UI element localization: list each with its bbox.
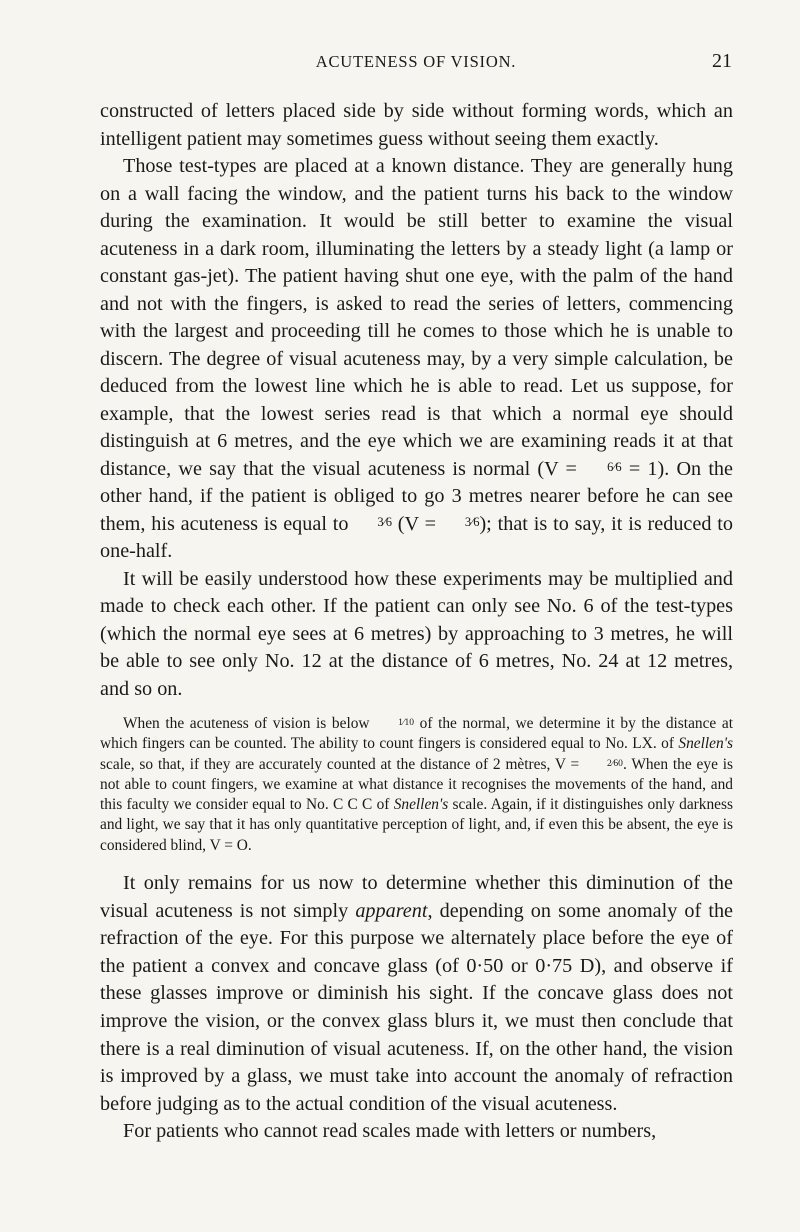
italic-text: Snellen's <box>393 796 449 814</box>
main-text-continued <box>100 870 733 1146</box>
fraction: 3⁄6 <box>377 514 392 529</box>
text-run: It only remains for us now to determine whether this diminution of the visual acuteness is not simply <box>100 872 733 922</box>
text-run: ); that is to say, it is reduced to one-half. <box>100 512 733 562</box>
text-run: , depending on some anomaly of the refraction of the eye. For this purpose we alternately place before the eye of the patient a convex and concave glass (of 0·50 or 0·75 D), and observe if these glasses improve or diminish his sight. If the concave glass does not improve the vision, or the convex glass blurs it, we must then conclude that there is a real diminution of visual acuteness. If, on the other hand, the vision is improved by a glass, we must take into account the anomaly of refraction before judging as to the actual condition of the visual acuteness. <box>100 899 734 1115</box>
page-body <box>100 98 733 1146</box>
italic-text: apparent <box>355 899 428 922</box>
footnote-block <box>100 714 733 856</box>
paragraph: For patients who cannot read scales made with letters or numbers, <box>123 1120 657 1143</box>
main-text <box>100 98 733 703</box>
paragraph: It will be easily understood how these experiments may be multiplied and made to check each other. If the patient can only see No. 6 of the test-types (which the normal eye sees at 6 metres) by approaching to 3 metres, he will be able to see only No. 12 at the distance of 6 metres, No. 24 at 12 metres, and so on. <box>100 567 733 700</box>
text-run: of the normal, we determine it by the distance at which fingers can be counted. The ability to count fingers is considered equal to No. LX. of <box>100 715 733 753</box>
italic-text: Snellen's <box>678 735 733 753</box>
text-run: . When the eye is not able to count fingers, we examine at what distance it recognises the movements of the hand, and this faculty we consider equal to No. C C C of <box>100 755 733 814</box>
fraction: 6⁄6 <box>607 459 622 474</box>
text-run: scale, so that, if they are accurately counted at the distance of 2 mètres, V = <box>100 755 585 773</box>
text-run: (V = <box>391 512 442 535</box>
paragraph <box>100 870 733 1118</box>
fraction: 3⁄6 <box>464 514 480 529</box>
page-number: 21 <box>712 50 732 72</box>
page-header <box>100 52 732 76</box>
paragraph: constructed of letters placed side by side without forming words, which an intelligent patient may sometimes guess without seeing them exactly. <box>100 100 733 150</box>
text-run: scale. Again, if it distinguishes only darkness and light, we say that it has only quantitative perception of light, and, if even this be absent, the eye is considered blind, V = O. <box>100 796 733 854</box>
fraction: 1⁄10 <box>398 717 415 729</box>
text-run: Those test-types are placed at a known distance. They are generally hung on a wall facing the window, and the patient turns his back to the window during the examination. It would be still better to examine the visual acuteness in a dark room, illuminating the letters by a steady light (a lamp or constant gas-jet). The patient having shut one eye, with the palm of the hand and not with the fingers, is asked to read the series of letters, commencing with the largest and proceeding till he comes to those which he is unable to discern. The degree of visual acuteness may, by a very simple calculation, be deduced from the lowest line which he is able to read. Let us suppose, for example, that the lowest series read is that which a normal eye should distinguish at 6 metres, and the eye which we are examining reads it at that distance, we say that the visual acuteness is normal (V = <box>100 155 733 480</box>
paragraph <box>100 153 733 566</box>
fraction: 2⁄60 <box>607 757 623 769</box>
text-run: = 1). On the other hand, if the patient is obliged to go 3 metres nearer before he can see them, his acuteness is equal to <box>100 457 733 535</box>
running-head: ACUTENESS OF VISION. <box>315 52 517 71</box>
note-paragraph <box>100 714 733 856</box>
text-run: When the acuteness of vision is below <box>123 715 376 732</box>
